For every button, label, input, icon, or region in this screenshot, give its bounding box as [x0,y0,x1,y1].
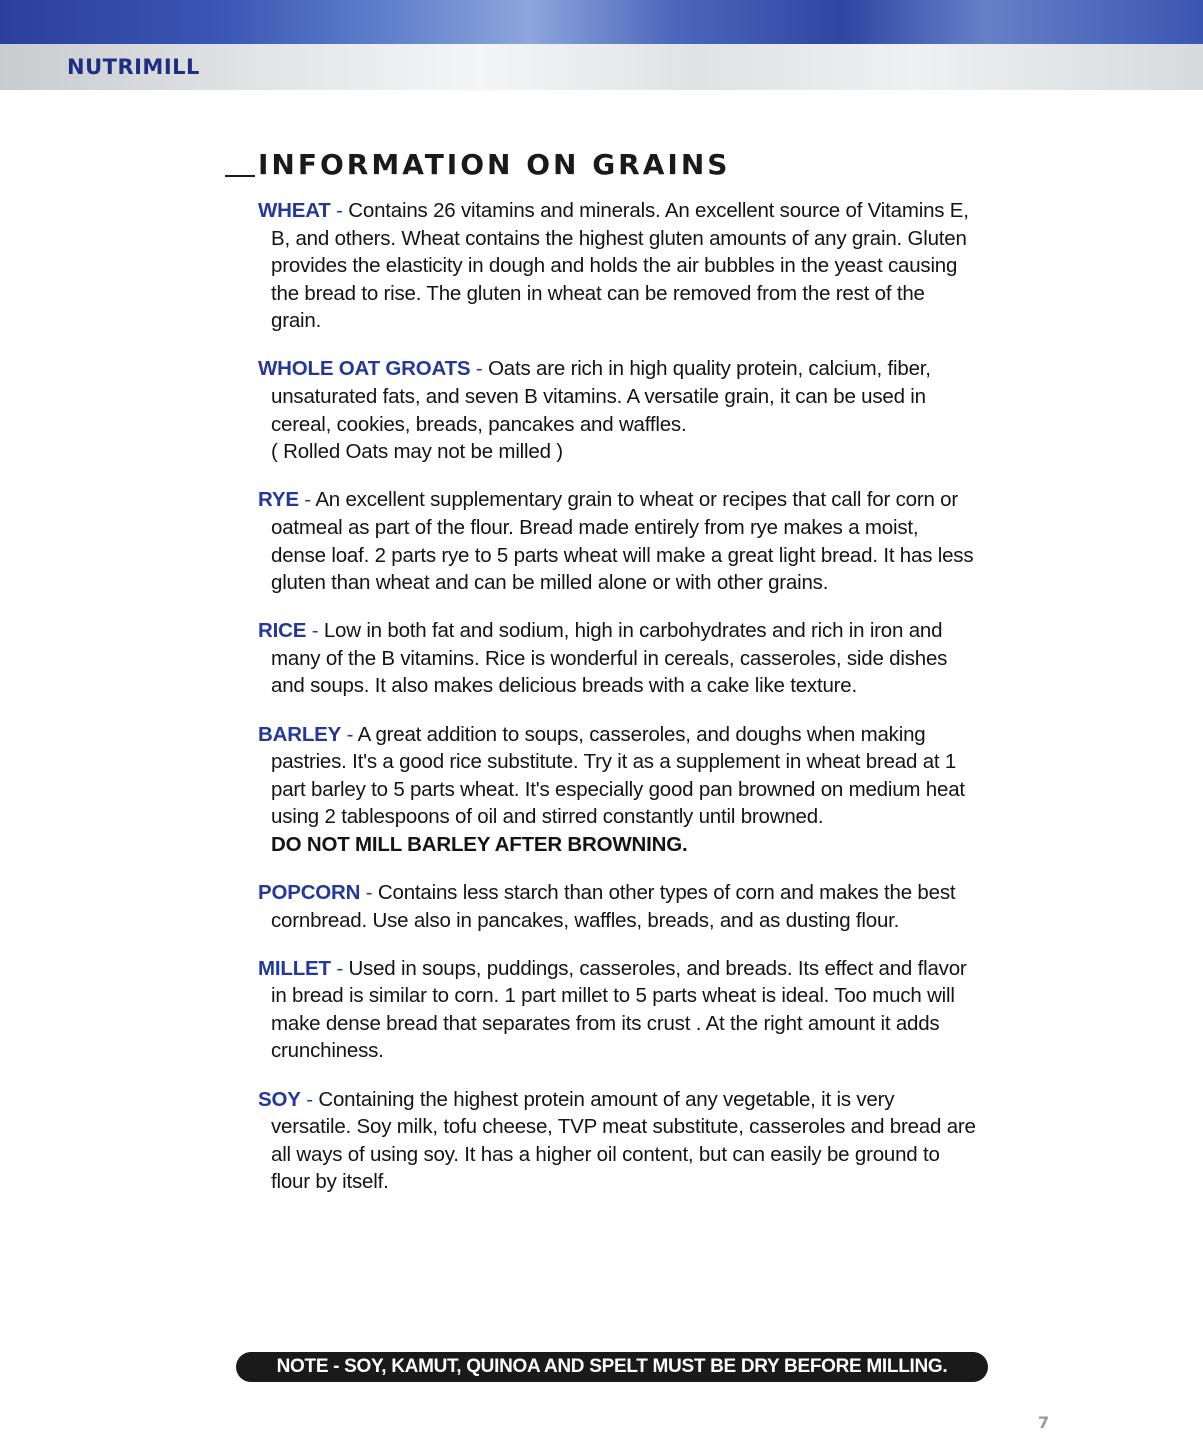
grain-description: Containing the highest protein amount of any vegetable, it is very versatile. Soy milk, tofu cheese, TVP meat substitute, casseroles and bread are all ways of using soy. It has a higher oil content, but can easily be ground to flour by itself. [271,1087,976,1194]
grain-description: Used in soups, puddings, casseroles, and breads. Its effect and flavor in bread is similar to corn. 1 part millet to 5 parts wheat is ideal. Too much will make dense bread that separates from its crust . At the right amount it adds crunchiness. [271,956,967,1063]
grain-entry-rice [258,617,978,700]
header-band [0,0,1203,90]
term-separator: - [475,357,483,381]
grain-entry-soy [258,1086,978,1196]
term-separator: - [304,488,311,512]
grain-description: A great addition to soups, casseroles, and doughs when making pastries. It's a good rice substitute. Try it as a supplement in wheat bread at 1 part barley to 5 parts wheat. It's especially good pan browned on medium heat using 2 tablespoons of oil and stirred constantly until browned. [271,722,965,829]
page-title-block [225,143,730,183]
grain-term: MILLET [258,956,331,980]
grain-term: POPCORN [258,880,361,904]
term-separator: - [306,1087,313,1111]
grain-description: Contains 26 vitamins and minerals. An excellent source of Vitamins E, B, and others. Wheat contains the highest gluten amounts of any grain. Gluten provides the elasticity in dough and holds the air bubbles in the yeast causing the bread to rise. The gluten in wheat can be removed from the rest of the grain. [271,199,969,333]
grain-entry-wheat [258,197,978,335]
grain-term: WHEAT [258,199,331,222]
grain-term: WHOLE OAT GROATS [258,357,471,381]
term-separator: - [311,619,319,643]
page-number: 7 [1038,1413,1050,1432]
grain-entries [258,197,978,1196]
title-dash-rule [225,175,255,177]
header-blue-stripe [0,0,1203,44]
grain-description: Low in both fat and sodium, high in carbohydrates and rich in iron and many of the B vitamins. Rice is wonderful in cereals, casseroles, side dishes and soups. It also makes delicious breads with a cake like texture. [271,619,948,698]
grain-description: Oats are rich in high quality protein, calcium, fiber, unsaturated fats, and seven B vitamins. A versatile grain, it can be used in cereal, cookies, breads, pancakes and waffles. [271,357,931,436]
term-separator: - [336,956,343,980]
grain-description: An excellent supplementary grain to wheat or recipes that call for corn or oatmeal as part of the flour. Bread made entirely from rye makes a moist, dense loaf. 2 parts rye to 5 parts wheat will make a great light bread. It has less gluten than wheat and can be milled alone or with other grains. [271,488,974,595]
grain-term: BARLEY [258,722,342,746]
grain-term: RYE [258,488,299,512]
grain-term: RICE [258,619,307,643]
grain-term: SOY [258,1087,301,1111]
grain-entry-whole-oat-groats [258,355,978,465]
term-separator: - [365,880,373,904]
grain-description: Contains less starch than other types of corn and makes the best cornbread. Use also in pancakes, waffles, breads, and as dusting flour. [271,880,956,932]
brand-logo-text: NUTRIMILL [67,55,200,79]
grain-entry-millet [258,955,978,1065]
grain-entry-popcorn [258,879,978,934]
term-separator: - [336,199,343,222]
barley-warning: DO NOT MILL BARLEY AFTER BROWNING. [271,832,688,856]
term-separator: - [346,722,354,746]
page-title: INFORMATION ON GRAINS [258,148,731,181]
grain-note: ( Rolled Oats may not be milled ) [271,440,563,464]
milling-note-banner: NOTE - SOY, KAMUT, QUINOA AND SPELT MUST BE DRY BEFORE MILLING. [236,1352,988,1382]
grain-entry-barley [258,721,978,859]
grain-entry-rye [258,486,978,596]
